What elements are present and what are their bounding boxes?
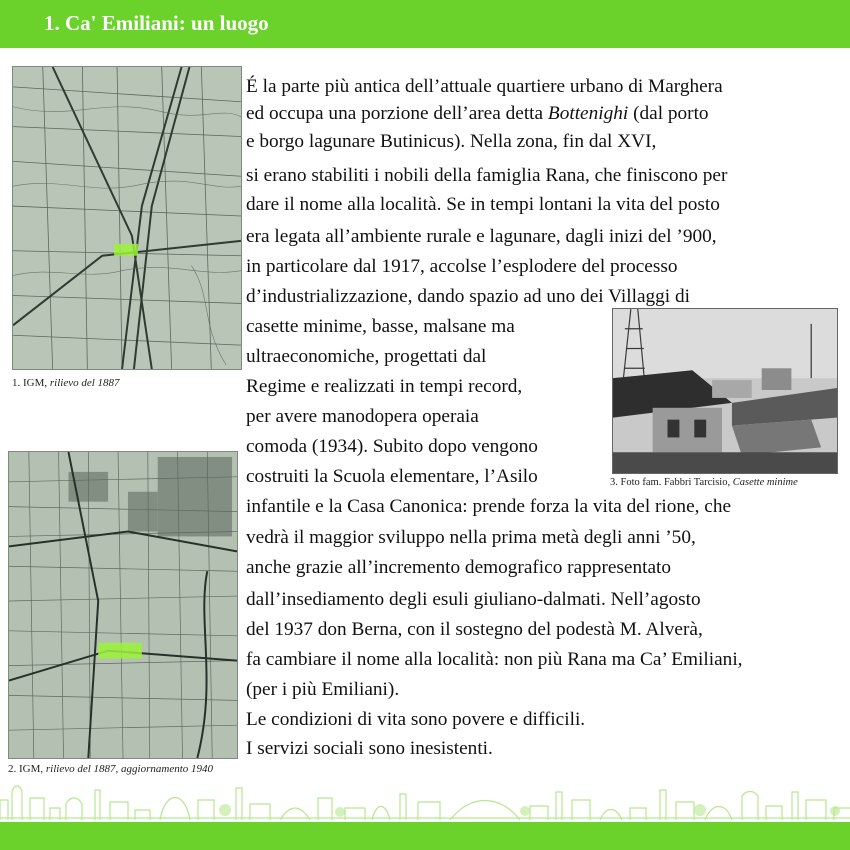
photo-caption: 3. Foto fam. Fabbri Tarcisio, Casette minime	[610, 477, 798, 488]
text-line: dall’insediamento degli esuli giuliano-dalmati. Nell’agosto	[246, 589, 701, 610]
text-line: in particolare dal 1917, accolse l’esplodere del processo	[246, 256, 678, 277]
text-line: fa cambiare il nome alla località: non più Rana ma Ca’ Emiliani,	[246, 649, 743, 670]
text-line: del 1937 don Berna, con il sostegno del podestà M. Alverà,	[246, 619, 703, 640]
text-line: I servizi sociali sono inesistenti.	[246, 738, 493, 759]
text-line: ed occupa una porzione dell’area detta Bottenighi (dal porto	[246, 103, 709, 124]
skyline-decoration	[0, 780, 850, 820]
text-line: infantile e la Casa Canonica: prende forza la vita del rione, che	[246, 496, 732, 517]
text-line: (per i più Emiliani).	[246, 679, 400, 700]
text-line: É la parte più antica dell’attuale quartiere urbano di Marghera	[246, 76, 723, 97]
text-line: vedrà il maggior sviluppo nella prima metà degli anni ’50,	[246, 527, 696, 548]
text-line: e borgo lagunare Butinicus). Nella zona, fin dal XVI,	[246, 131, 657, 152]
map1-caption: 1. IGM, rilievo del 1887	[12, 377, 120, 389]
text-line: per avere manodopera operaia	[246, 406, 479, 427]
text-line: si erano stabiliti i nobili della famiglia Rana, che finiscono per	[246, 165, 728, 186]
text-line: casette minime, basse, malsane ma	[246, 316, 515, 337]
text-line: comoda (1934). Subito dopo vengono	[246, 436, 538, 457]
map2-caption: 2. IGM, rilievo del 1887, aggiornamento 1940	[8, 763, 214, 775]
text-line: era legata all’ambiente rurale e lagunare, dagli inizi del ’900,	[246, 226, 717, 247]
text-line: ultraeconomiche, progettati dal	[246, 346, 487, 367]
text-line: costruiti la Scuola elementare, l’Asilo	[246, 466, 538, 487]
footer-bar	[0, 822, 850, 850]
page-title: 1. Ca' Emiliani: un luogo	[44, 11, 269, 35]
text-line: d’industrializzazione, dando spazio ad uno dei Villaggi di	[246, 286, 690, 307]
text-line: Le condizioni di vita sono povere e difficili.	[246, 709, 586, 730]
text-line: anche grazie all’incremento demografico rappresentato	[246, 557, 672, 578]
text-line: Regime e realizzati in tempi record,	[246, 376, 523, 397]
text-line: dare il nome alla località. Se in tempi lontani la vita del posto	[246, 194, 720, 215]
